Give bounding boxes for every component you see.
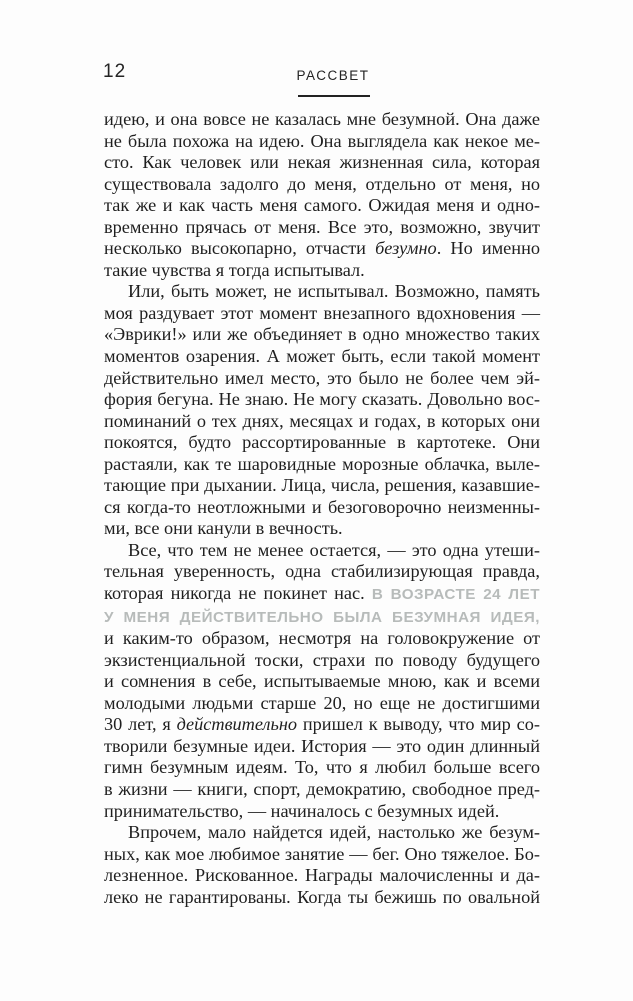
body-text: несколько высокопарно, отчасти [104, 238, 376, 259]
body-text: фория бегуна. Не знаю. Не могу сказать. Довольно вос- [104, 389, 540, 410]
body-text: сто. Как человек или некая жизненная сила, которая [104, 152, 540, 173]
body-text: молодыми людьми старше 20, но еще не достигшими [104, 692, 540, 713]
text-line [104, 432, 540, 454]
body-text: творили безумные идеи. История — это один длинный [104, 735, 540, 756]
text-line [104, 303, 540, 325]
text-line [104, 217, 540, 239]
body-text: ми, все они канули в вечность. [104, 518, 343, 539]
body-text: принимательство, — начиналось с безумных идей. [104, 800, 500, 821]
body-text: пришел к выводу, что мир со- [297, 714, 540, 735]
text-line [104, 454, 540, 476]
text-line [104, 887, 540, 909]
body-text: леко не гарантированы. Когда ты бежишь по овальной [104, 886, 540, 907]
text-line [104, 518, 540, 540]
body-text: экзистенциальной тоски, страхи по поводу будущего [104, 649, 540, 670]
body-text: лезненное. Рискованное. Награды малочисленны и да- [104, 865, 540, 886]
text-line [104, 368, 540, 390]
body-text: в жизни — книги, спорт, демократию, свободное пред- [104, 778, 540, 799]
text-line [104, 411, 540, 433]
text-line [104, 174, 540, 196]
text-line [104, 324, 540, 346]
body-text: идею, и она вовсе не казалась мне безумной. Она даже [104, 109, 540, 129]
text-line [104, 195, 540, 217]
text-line [104, 238, 540, 260]
text-block [104, 109, 540, 908]
body-text: так же и как часть меня самого. Ожидая меня и одно- [104, 195, 540, 216]
body-text: . Но именно [436, 238, 540, 259]
text-line [104, 779, 540, 801]
body-text: не была похожа на идею. Она выглядела как некое ме- [104, 130, 540, 151]
body-text: существовала задолго до меня, отдельно от меня, но [104, 173, 540, 194]
text-line [104, 736, 540, 758]
body-text: Или, быть может, не испытывал. Возможно, память [128, 281, 540, 302]
body-text: тающие при дыхании. Лица, числа, решения, казавшие- [104, 475, 540, 496]
italic-text: действительно [176, 714, 298, 735]
text-line [104, 131, 540, 153]
text-line [104, 693, 540, 715]
body-text: действительно имел место, это было не более чем эй- [104, 367, 540, 388]
body-text: которая никогда не покинет нас. [104, 583, 372, 604]
highlighted-phrase: У МЕНЯ ДЕЙСТВИТЕЛЬНО БЫЛА БЕЗУМНАЯ ИДЕЯ, [104, 608, 540, 626]
text-line [104, 801, 540, 823]
body-text: поминаний о тех днях, месяцах и годах, в которых они [104, 410, 540, 431]
running-header: РАССВЕТ [296, 68, 370, 83]
body-text: и сомнения в себе, испытываемые мною, как и всеми [104, 671, 540, 692]
body-text: временно прячась от меня. Все это, возможно, звучит [104, 216, 540, 237]
body-text: ся когда-то неотложными и безоговорочно неизменны- [104, 496, 540, 517]
body-text: «Эврики!» или же объединяет в одно множество таких [104, 324, 540, 345]
body-text: Впрочем, мало найдется идей, настолько же безум- [128, 822, 540, 843]
body-text: Все, что тем не менее остается, — это одна утеши- [128, 539, 540, 560]
text-line [104, 540, 540, 562]
text-line [104, 346, 540, 368]
page-number: 12 [103, 61, 127, 82]
text-line [104, 260, 540, 282]
text-line [104, 757, 540, 779]
text-line [104, 152, 540, 174]
body-text: покоятся, будто рассортированные в картотеке. Они [104, 432, 540, 453]
body-text: гимн безумным идеям. То, что я любил больше всего [104, 757, 540, 778]
text-line [104, 583, 540, 606]
text-line [104, 281, 540, 303]
text-line [104, 606, 540, 629]
body-text: моментов озарения. А может быть, если такой момент [104, 346, 540, 367]
text-line [104, 389, 540, 411]
body-text: моя раздувает этот момент внезапного вдохновения — [104, 302, 540, 323]
text-line [104, 714, 540, 736]
text-line [104, 561, 540, 583]
text-line [104, 628, 540, 650]
body-text: ных, как мое любимое занятие — бег. Оно тяжелое. Бо- [104, 843, 540, 864]
body-text: 30 лет, я [104, 714, 177, 735]
body-text: растаяли, как те шаровидные морозные облачка, выле- [104, 453, 540, 474]
text-line [104, 650, 540, 672]
text-line [104, 865, 540, 887]
text-line [104, 844, 540, 866]
body-text: тельная уверенность, одна стабилизирующая правда, [104, 561, 540, 582]
text-line [104, 109, 540, 131]
text-line [104, 671, 540, 693]
text-line [104, 822, 540, 844]
body-text: и каким-то образом, несмотря на головокружение от [104, 628, 540, 649]
highlighted-phrase: В ВОЗРАСТЕ 24 ЛЕТ [371, 586, 540, 604]
body-text: такие чувства я тогда испытывал. [104, 259, 365, 280]
italic-text: безумно [375, 238, 437, 259]
text-line [104, 475, 540, 497]
text-line [104, 497, 540, 519]
header-rule [298, 95, 370, 97]
